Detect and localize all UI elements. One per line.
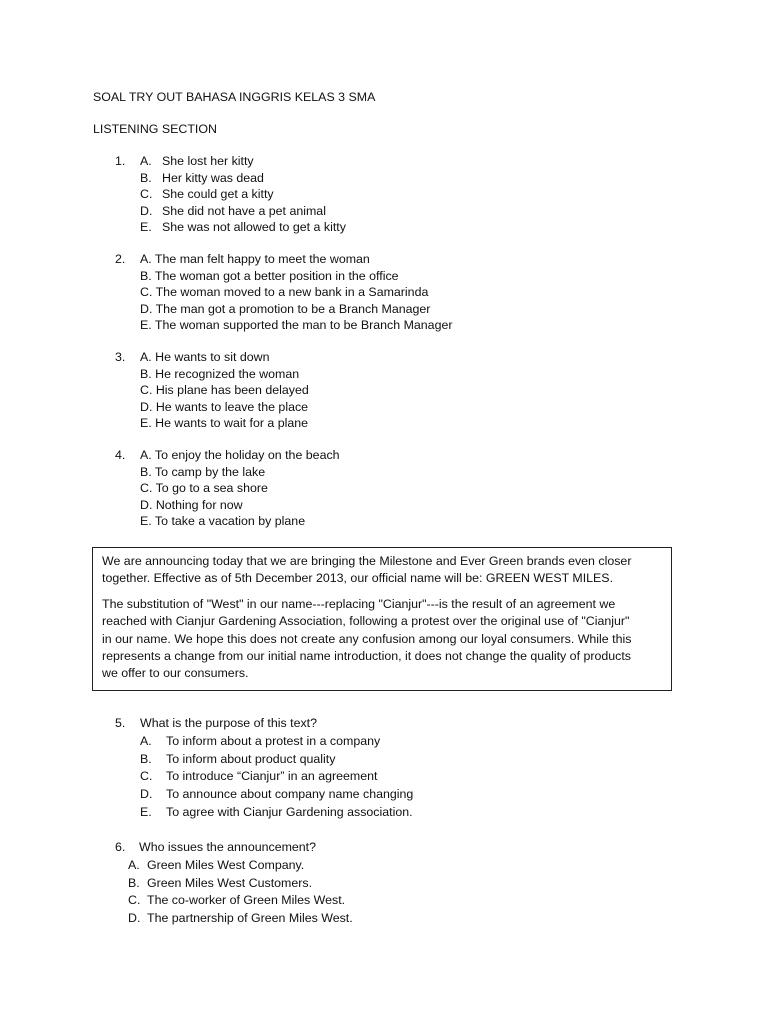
option-e: E. To take a vacation by plane [140, 514, 306, 528]
option-letter: D. [128, 910, 141, 925]
option-text: Green Miles West Company. [147, 858, 305, 872]
question-number: 5. [115, 716, 126, 730]
option-d: D. He wants to leave the place [140, 399, 309, 414]
option-b [140, 751, 335, 767]
announcement-paragraph-1 [102, 553, 662, 588]
paragraph-line: We are announcing today that we are bringing the Milestone and Ever Green brands even closer [102, 554, 632, 568]
option-letter: E. [140, 804, 152, 819]
option-b: B. The woman got a better position in the office [140, 268, 399, 283]
question-text: Who issues the announcement? [139, 840, 317, 854]
option-text: She was not allowed to get a kitty [162, 220, 346, 234]
option-b [140, 170, 264, 186]
question-number: 3. [115, 350, 126, 364]
option-letter: C. [140, 187, 153, 201]
option-a [128, 857, 304, 873]
option-text: She lost her kitty [162, 154, 254, 168]
option-text: Her kitty was dead [162, 170, 264, 185]
option-letter: C. [140, 769, 153, 783]
option-text: To inform about a protest in a company [166, 734, 381, 748]
option-letter: A. [140, 734, 152, 748]
paragraph-line: The substitution of "West" in our name---replacing "Cianjur"---is the result of an agreement we [102, 596, 616, 611]
option-a [140, 153, 254, 169]
option-e [140, 804, 413, 820]
option-d [128, 910, 353, 926]
option-e: E. The woman supported the man to be Branch Manager [140, 318, 453, 332]
option-a: A. The man felt happy to meet the woman [140, 252, 370, 266]
section-heading: LISTENING SECTION [93, 122, 217, 136]
page-title: SOAL TRY OUT BAHASA INGGRIS KELAS 3 SMA [93, 90, 376, 104]
option-text: The partnership of Green Miles West. [147, 910, 353, 925]
option-text: To inform about product quality [166, 751, 336, 766]
option-letter: A. [128, 858, 140, 872]
option-c: C. To go to a sea shore [140, 481, 268, 495]
paragraph-line: represents a change from our initial name introduction, it does not change the quality of products [102, 649, 631, 664]
option-letter: D. [140, 787, 153, 801]
option-e: E. He wants to wait for a plane [140, 416, 309, 430]
option-a: A. He wants to sit down [140, 350, 270, 364]
option-text: The co-worker of Green Miles West. [147, 893, 346, 907]
option-c [140, 768, 377, 784]
paragraph-line: reached with Cianjur Gardening Association, following a protest over the original use of "Cianjur" [102, 614, 630, 629]
question-number: 6. [115, 840, 126, 854]
option-text: To agree with Cianjur Gardening association. [166, 804, 413, 819]
option-letter: D. [140, 203, 153, 218]
option-d: D. Nothing for now [140, 497, 243, 512]
option-a [140, 733, 380, 749]
option-letter: E. [140, 220, 152, 234]
option-letter: B. [128, 875, 140, 890]
option-text: To introduce “Cianjur” in an agreement [166, 769, 378, 783]
option-c [128, 892, 345, 908]
option-a: A. To enjoy the holiday on the beach [140, 448, 340, 462]
question-number: 4. [115, 448, 126, 462]
option-d: D. The man got a promotion to be a Branch Manager [140, 301, 431, 316]
option-d [140, 786, 413, 802]
option-c: C. His plane has been delayed [140, 383, 309, 397]
option-b [128, 875, 312, 891]
paragraph-line: in our name. We hope this does not create any confusion among our loyal consumers. While this [102, 631, 632, 646]
option-letter: A. [140, 154, 152, 168]
announcement-paragraph-2 [102, 596, 662, 683]
option-e [140, 219, 346, 235]
question-number: 1. [115, 154, 126, 168]
option-letter: C. [128, 893, 141, 907]
announcement-box [92, 547, 672, 691]
option-text: She could get a kitty [162, 187, 274, 201]
option-c [140, 186, 274, 202]
option-b: B. He recognized the woman [140, 366, 300, 381]
option-c: C. The woman moved to a new bank in a Samarinda [140, 285, 429, 299]
option-b: B. To camp by the lake [140, 464, 266, 479]
question-number: 2. [115, 252, 126, 266]
question-text: What is the purpose of this text? [140, 716, 318, 730]
option-d [140, 203, 326, 219]
option-text: To announce about company name changing [166, 787, 414, 801]
paragraph-line: we offer to our consumers. [102, 666, 249, 681]
option-letter: B. [140, 751, 152, 766]
option-text: Green Miles West Customers. [147, 875, 313, 890]
option-letter: B. [140, 170, 152, 185]
paragraph-line: together. Effective as of 5th December 2013, our official name will be: GREEN WEST MILES. [102, 571, 614, 586]
option-text: She did not have a pet animal [162, 203, 326, 218]
